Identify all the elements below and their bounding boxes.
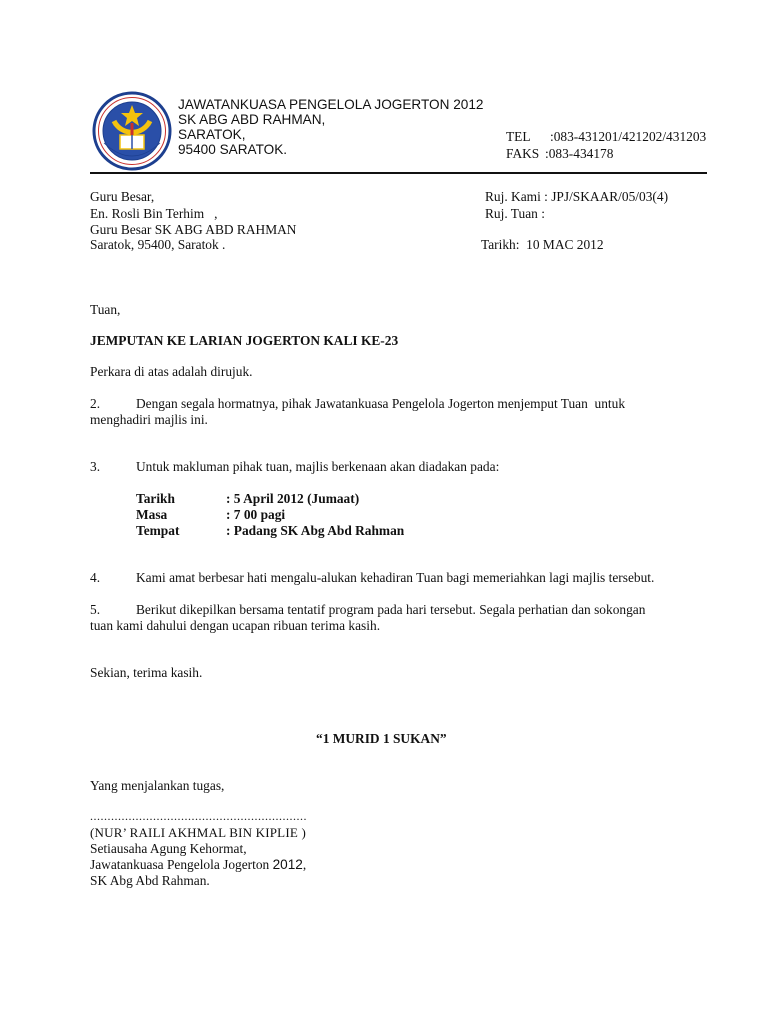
signatory-name: (NUR’ RAILI AKHMAL BIN KIPLIE ) (90, 825, 306, 840)
detail-label-tempat: Tempat (136, 523, 180, 538)
reference-date: Tarikh: 10 MAC 2012 (481, 237, 604, 252)
org-address-line3: SARATOK, (178, 127, 246, 142)
paragraph-1: Perkara di atas adalah dirujuk. (90, 364, 253, 379)
tel-label: TEL (506, 129, 531, 144)
paragraph-2-line1: Dengan segala hormatnya, pihak Jawatankuasa Pengelola Jogerton menjemput Tuan untuk (136, 396, 626, 411)
paragraph-2-number: 2. (90, 396, 101, 411)
signature-intro: Yang menjalankan tugas, (90, 778, 225, 793)
tel-value: :083-431201/421202/431203 (550, 129, 707, 144)
org-name-line2: SK ABG ABD RAHMAN, (178, 112, 326, 127)
paragraph-2-line2: menghadiri majlis ini. (90, 412, 208, 427)
paragraph-3-number: 3. (90, 459, 101, 474)
paragraph-4-number: 4. (90, 570, 101, 585)
detail-label-tarikh: Tarikh (136, 491, 175, 506)
recipient-line4: Saratok, 95400, Saratok . (90, 237, 226, 252)
signature-dotted-line: .............................................................. (90, 809, 307, 823)
recipient-line3: Guru Besar SK ABG ABD RAHMAN (90, 222, 297, 237)
faks-value: :083-434178 (545, 146, 614, 161)
detail-value-tempat: : Padang SK Abg Abd Rahman (226, 523, 405, 538)
paragraph-5-line2: tuan kami dahului dengan ucapan ribuan terima kasih. (90, 618, 381, 633)
org-address-line4: 95400 SARATOK. (178, 142, 288, 157)
signatory-organisation (90, 857, 306, 873)
closing-text: Sekian, terima kasih. (90, 665, 203, 680)
signatory-org-suffix: , (302, 857, 307, 872)
faks-label: FAKS (506, 146, 540, 161)
signatory-org-year: 2012 (272, 857, 303, 872)
detail-label-masa: Masa (136, 507, 168, 522)
letterhead-divider (90, 172, 707, 174)
school-crest-icon (92, 91, 172, 171)
paragraph-5-line1: Berikut dikepilkan bersama tentatif program pada hari tersebut. Segala perhatian dan sokongan (136, 602, 646, 617)
recipient-line1: Guru Besar, (90, 189, 155, 204)
motto: “1 MURID 1 SUKAN” (316, 731, 447, 746)
reference-ruj-kami: Ruj. Kami : JPJ/SKAAR/05/03(4) (485, 189, 669, 204)
reference-ruj-tuan: Ruj. Tuan : (485, 206, 545, 221)
salutation: Tuan, (90, 302, 121, 317)
paragraph-4-text: Kami amat berbesar hati mengalu-alukan kehadiran Tuan bagi memeriahkan lagi majlis tersebut. (136, 570, 655, 585)
letter-subject: JEMPUTAN KE LARIAN JOGERTON KALI KE-23 (90, 333, 399, 348)
signatory-school: SK Abg Abd Rahman. (90, 873, 210, 888)
recipient-line2: En. Rosli Bin Terhim , (90, 206, 218, 221)
detail-value-masa: : 7 00 pagi (226, 507, 286, 522)
signatory-title: Setiausaha Agung Kehormat, (90, 841, 247, 856)
org-name-line1: JAWATANKUASA PENGELOLA JOGERTON 2012 (178, 97, 484, 112)
paragraph-5-number: 5. (90, 602, 101, 617)
detail-value-tarikh: : 5 April 2012 (Jumaat) (226, 491, 360, 506)
signatory-org-prefix: Jawatankuasa Pengelola Jogerton (90, 857, 273, 872)
paragraph-3-text: Untuk makluman pihak tuan, majlis berkenaan akan diadakan pada: (136, 459, 500, 474)
